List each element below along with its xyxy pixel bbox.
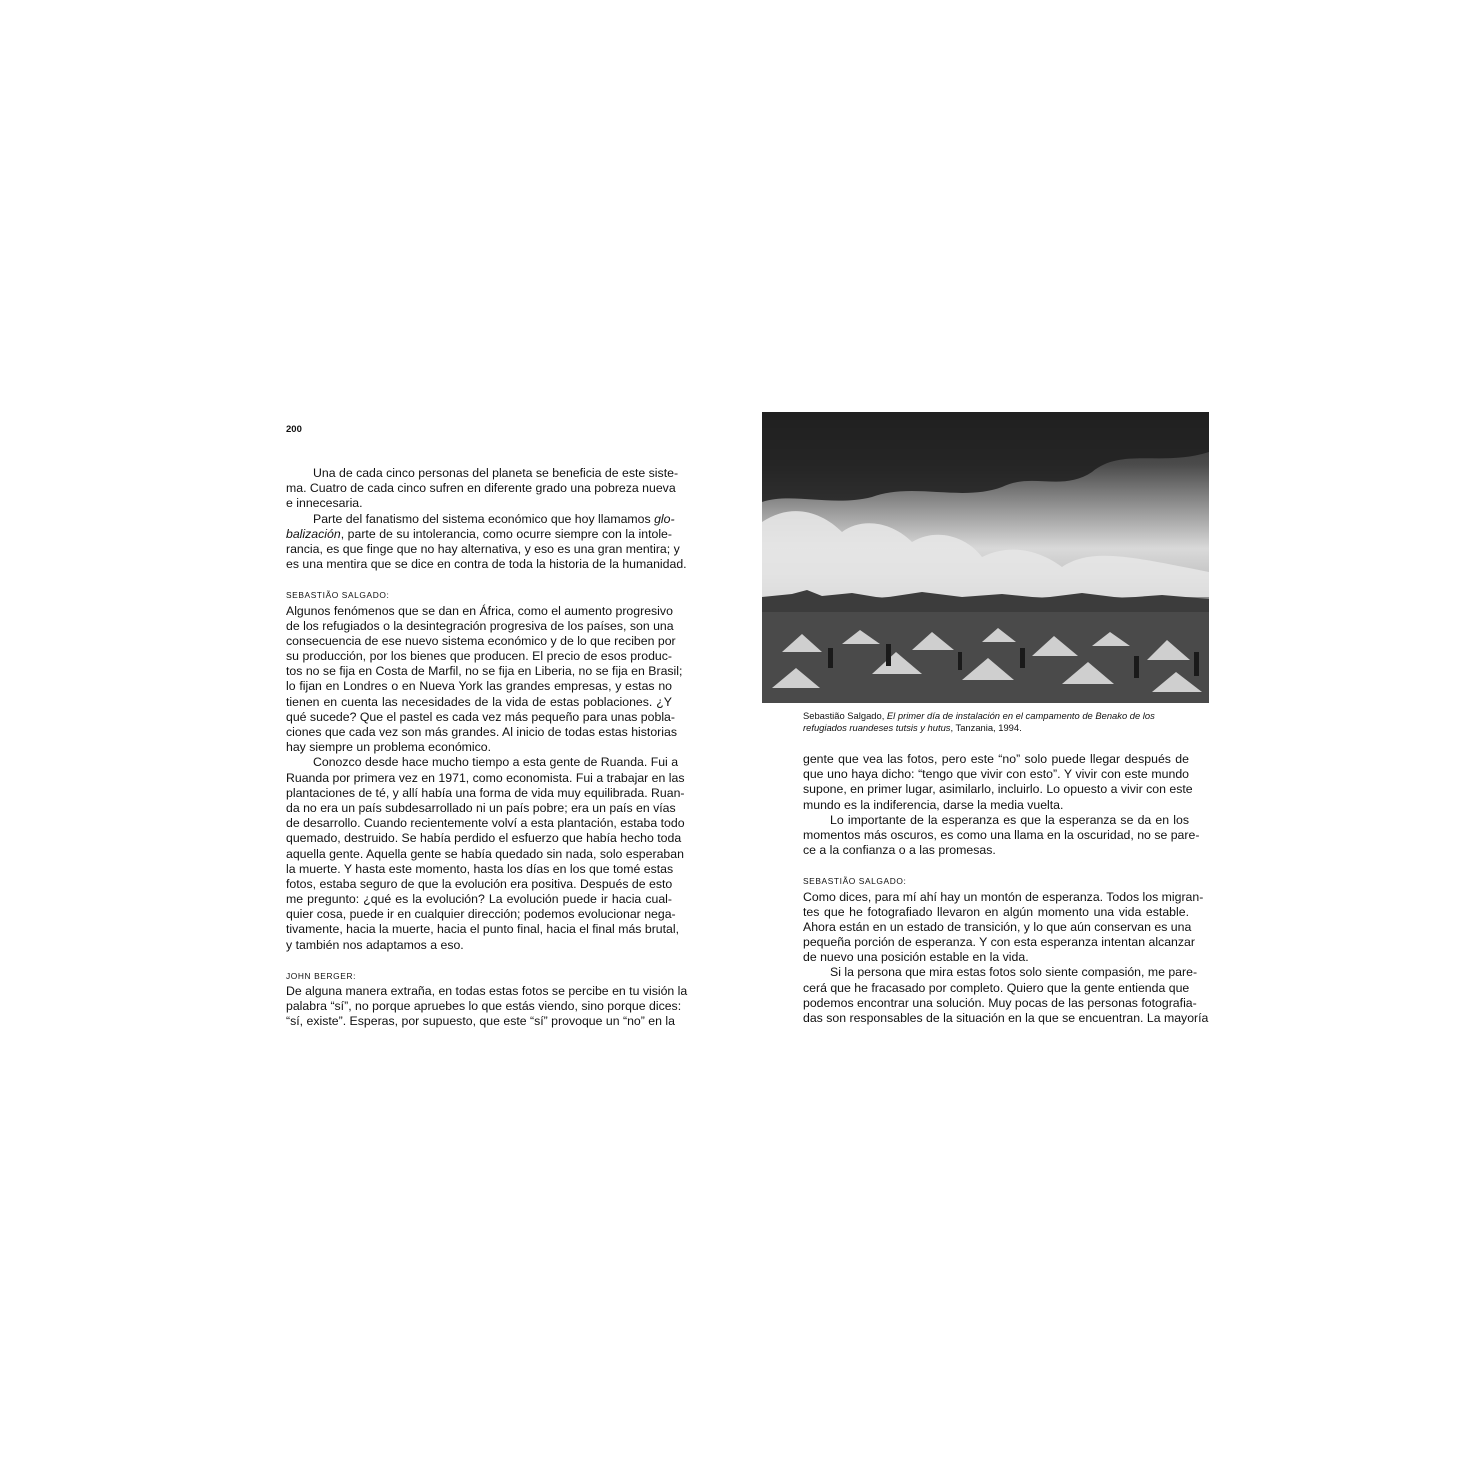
text-line: tivamente, hacia la muerte, hacia el punto final, hacia el final más brutal, bbox=[286, 922, 680, 937]
caption-title-part-2: refugiados ruandeses tutsis y hutus bbox=[803, 722, 951, 734]
text-line: fotos, estaba seguro de que la evolución era positiva. Después de esto bbox=[286, 876, 673, 891]
text-line: aquella gente. Aquella gente se había quedado sin nada, solo esperaban bbox=[286, 846, 684, 861]
speaker-label: JOHN BERGER: bbox=[286, 970, 357, 981]
text-line: tos no se fija en Costa de Marfil, no se fija en Liberia, no se fija en Brasil; bbox=[286, 664, 683, 679]
text-line: palabra “sí”, no porque apruebes lo que estás viendo, sino porque dices: bbox=[286, 999, 682, 1014]
text-line: Ahora están en un estado de transición, y lo que aún conservan es una bbox=[803, 919, 1192, 934]
text-line: de los refugiados o la desintegración progresiva de los países, son una bbox=[286, 618, 674, 633]
text-line: consecuencia de ese nuevo sistema económico y de lo que reciben por bbox=[286, 633, 676, 648]
caption-title-part-1: El primer día de instalación en el campamento de Benako de los bbox=[886, 710, 1155, 721]
text-line: das son responsables de la situación en la que se encuentran. La mayoría bbox=[803, 1011, 1209, 1025]
text-line: tienen en cuenta las necesidades de la vida de estas poblaciones. ¿Y bbox=[286, 694, 672, 709]
text-line: Lo importante de la esperanza es que la esperanza se da en los bbox=[830, 812, 1189, 827]
text-line: De alguna manera extraña, en todas estas fotos se percibe en tu visión la bbox=[286, 984, 688, 998]
text-line: y también nos adaptamos a eso. bbox=[286, 937, 464, 952]
right-column bbox=[803, 752, 1209, 1026]
text-line: de desarrollo. Cuando recientemente volví a esta plantación, estaba todo bbox=[286, 816, 685, 831]
text-line: es una mentira que se dice en contra de toda la historia de la humanidad. bbox=[286, 557, 687, 572]
text-line: podemos encontrar una solución. Muy pocas de las personas fotografia- bbox=[803, 995, 1197, 1010]
speaker-label: SEBASTIÃO SALGADO: bbox=[803, 876, 907, 887]
text-line: Ruanda por primera vez en 1971, como economista. Fui a trabajar en las bbox=[286, 770, 685, 785]
text-line: su producción, por los bienes que producen. El precio de esos produc- bbox=[286, 649, 672, 664]
text-line: que uno haya dicho: “tengo que vivir con esto”. Y vivir con este mundo bbox=[803, 767, 1189, 782]
text-line: “sí, existe”. Esperas, por supuesto, que este “sí” provoque un “no” en la bbox=[286, 1014, 675, 1029]
text-line: mundo es la indiferencia, darse la media vuelta. bbox=[803, 797, 1064, 812]
text-line: da no era un país subdesarrollado ni un país pobre; era un país en vías bbox=[286, 800, 676, 815]
text-line: tes que he fotografiado llevaron en algún momento una vida estable. bbox=[803, 904, 1189, 919]
caption-place-date: , Tanzania, 1994. bbox=[950, 722, 1022, 734]
text-line: rancia, es que finge que no hay alternativa, y eso es una gran mentira; y bbox=[286, 541, 680, 556]
text-line: balización, parte de su intolerancia, como ocurre siempre con la intole- bbox=[286, 526, 672, 541]
text-line: de nuevo una posición estable en la vida. bbox=[803, 950, 1029, 965]
paragraph-gap bbox=[803, 858, 1189, 873]
text-line: Algunos fenómenos que se dan en África, como el aumento progresivo bbox=[286, 603, 673, 618]
text-line: ma. Cuatro de cada cinco sufren en diferente grado una pobreza nueva bbox=[286, 481, 676, 496]
page-number: 200 bbox=[286, 424, 302, 435]
text-line: hay siempre un problema económico. bbox=[286, 740, 492, 755]
text-line: supone, en primer lugar, asimilarlo, incluirlo. Lo opuesto a vivir con este bbox=[803, 782, 1193, 797]
text-line: qué sucede? Que el pastel es cada vez más pequeño para unas pobla- bbox=[286, 709, 675, 724]
text-line: ciones que cada vez son más grandes. Al inicio de todas estas historias bbox=[286, 725, 677, 739]
caption-credit: Sebastião Salgado, bbox=[803, 710, 887, 721]
text-line: Una de cada cinco personas del planeta se beneficia de este siste- bbox=[313, 466, 679, 480]
text-line: quemado, destruido. Se había perdido el esfuerzo que había hecho toda bbox=[286, 831, 682, 846]
paragraph-gap bbox=[286, 953, 672, 968]
text-line: cerá que he fracasado por completo. Quiero que la gente entienda que bbox=[803, 980, 1190, 995]
caption-line-2 bbox=[803, 722, 1183, 734]
text-line: Parte del fanatismo del sistema económico que hoy llamamos glo- bbox=[313, 511, 675, 526]
text-line: Como dices, para mí ahí hay un montón de esperanza. Todos los migran- bbox=[803, 889, 1204, 904]
text-line: gente que vea las fotos, pero este “no” solo puede llegar después de bbox=[803, 752, 1189, 766]
photo-caption bbox=[803, 710, 1183, 735]
text-line: momentos más oscuros, es como una llama en la oscuridad, no se pare- bbox=[803, 827, 1200, 842]
storm-clouds bbox=[762, 412, 1209, 502]
caption-line-1 bbox=[803, 710, 1183, 722]
paragraph-gap bbox=[286, 572, 672, 587]
photo-scene bbox=[762, 412, 1209, 703]
text-line: ce a la confianza o a las promesas. bbox=[803, 843, 996, 858]
text-line: plantaciones de té, y allí había una forma de vida muy equilibrada. Ruan- bbox=[286, 785, 685, 800]
text-line: la muerte. Y hasta este momento, hasta los días en los que tomé estas bbox=[286, 861, 674, 876]
text-line: Conozco desde hace mucho tiempo a esta gente de Ruanda. Fui a bbox=[313, 755, 679, 770]
left-column bbox=[286, 466, 688, 1030]
text-line: quier cosa, puede ir en cualquier dirección; podemos evolucionar nega- bbox=[286, 907, 676, 922]
text-line: me pregunto: ¿qué es la evolución? La evolución puede ir hacia cual- bbox=[286, 892, 672, 907]
bright-clouds bbox=[762, 511, 1209, 597]
text-line: pequeña porción de esperanza. Y con esta esperanza intentan alcanzar bbox=[803, 935, 1195, 950]
photograph bbox=[762, 412, 1209, 703]
text-line: Si la persona que mira estas fotos solo siente compasión, me pare- bbox=[830, 965, 1198, 980]
text-line: e innecesaria. bbox=[286, 496, 363, 511]
speaker-label: SEBASTIÃO SALGADO: bbox=[286, 590, 390, 601]
text-line: lo fijan en Londres o en Nueva York las grandes empresas, y estas no bbox=[286, 679, 672, 694]
